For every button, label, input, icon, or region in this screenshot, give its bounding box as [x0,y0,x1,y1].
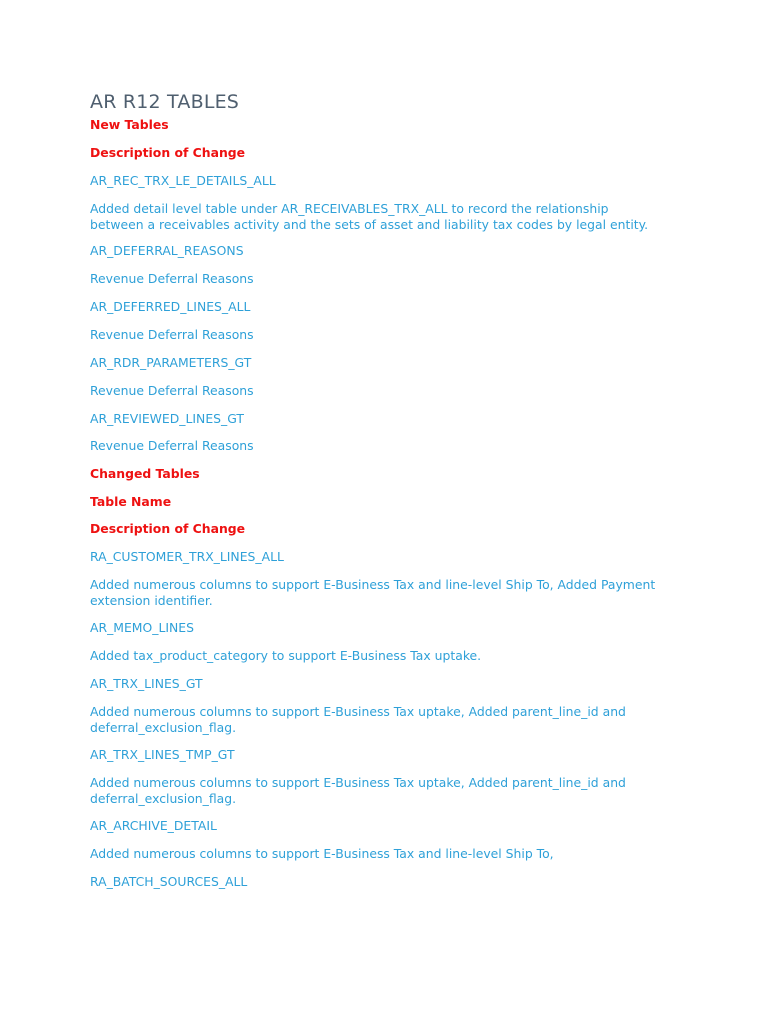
table-description: Revenue Deferral Reasons [90,271,254,286]
table-name: AR_ARCHIVE_DETAIL [90,818,217,833]
table-description: Added detail level table under AR_RECEIVABLES_TRX_ALL to record the relationship [90,201,609,216]
table-name: AR_MEMO_LINES [90,620,194,635]
table-description: between a receivables activity and the sets of asset and liability tax codes by legal entity. [90,217,649,232]
table-description: deferral_exclusion_flag. [90,791,237,806]
table-name: AR_REC_TRX_LE_DETAILS_ALL [90,173,276,188]
description-heading: Description of Change [90,521,246,536]
page-title: AR R12 TABLES [90,91,240,113]
new-tables-heading: New Tables [90,117,169,132]
table-name: AR_TRX_LINES_TMP_GT [90,747,235,762]
table-description: Added tax_product_category to support E-Business Tax uptake. [90,648,482,663]
new-tables-subheading: Description of Change [90,145,246,160]
table-name-heading: Table Name [90,494,172,509]
table-description: Added numerous columns to support E-Business Tax uptake, Added parent_line_id and [90,704,626,719]
table-description: Added numerous columns to support E-Business Tax uptake, Added parent_line_id and [90,775,626,790]
table-description: deferral_exclusion_flag. [90,720,237,735]
table-description: Revenue Deferral Reasons [90,383,254,398]
table-name: AR_DEFERRAL_REASONS [90,243,244,258]
table-name: AR_DEFERRED_LINES_ALL [90,299,251,314]
table-description: Added numerous columns to support E-Business Tax and line-level Ship To, Added Payment [90,577,656,592]
table-name: AR_RDR_PARAMETERS_GT [90,355,252,370]
table-name: AR_REVIEWED_LINES_GT [90,411,244,426]
table-description: Revenue Deferral Reasons [90,327,254,342]
table-description: extension identifier. [90,593,213,608]
changed-tables-heading: Changed Tables [90,466,200,481]
table-name: RA_BATCH_SOURCES_ALL [90,874,248,889]
table-name: AR_TRX_LINES_GT [90,676,203,691]
table-description: Revenue Deferral Reasons [90,438,254,453]
table-name: RA_CUSTOMER_TRX_LINES_ALL [90,549,284,564]
table-description: Added numerous columns to support E-Business Tax and line-level Ship To, [90,846,554,861]
